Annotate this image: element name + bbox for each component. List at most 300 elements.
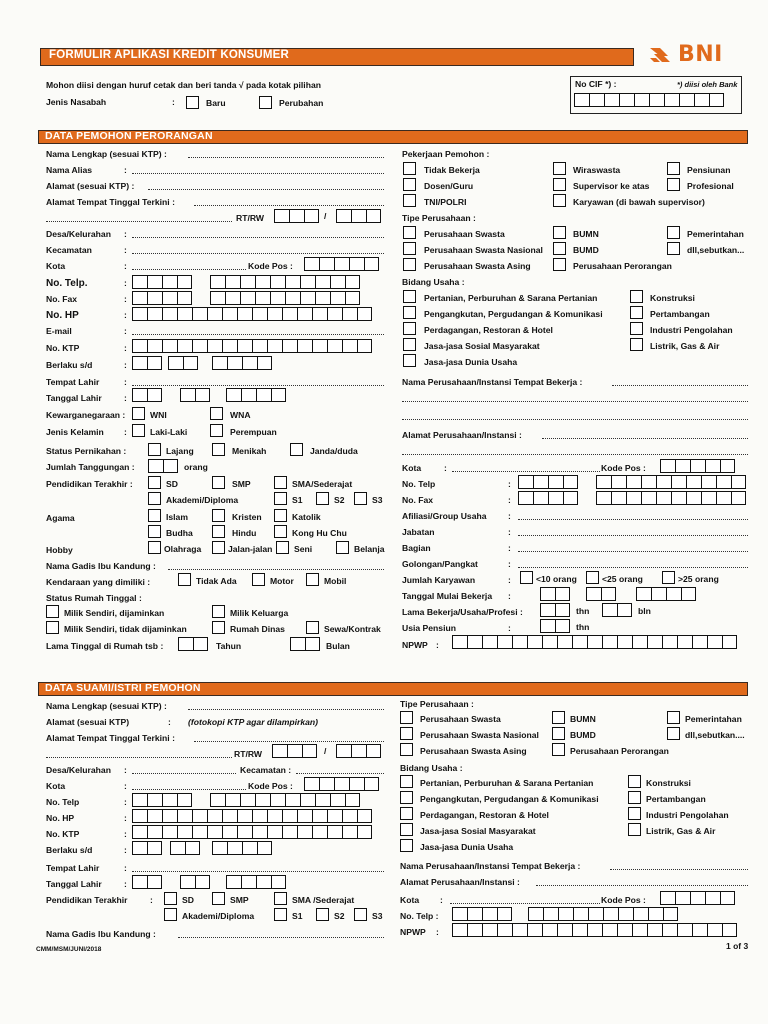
digit-box[interactable] — [357, 307, 372, 321]
ktp-input[interactable] — [132, 339, 372, 353]
karyawan-checkbox[interactable] — [553, 194, 566, 207]
digit-box[interactable] — [634, 93, 649, 107]
s2-alamat-terkini-field-2[interactable] — [46, 749, 232, 758]
digit-box[interactable] — [686, 475, 701, 489]
digit-box[interactable] — [282, 307, 297, 321]
telp-perusahaan-area-input[interactable] — [518, 475, 578, 489]
alamat-perusahaan-field[interactable] — [542, 430, 748, 439]
digit-box[interactable] — [147, 841, 162, 855]
digit-box[interactable] — [617, 635, 632, 649]
digit-box[interactable] — [192, 307, 207, 321]
digit-box[interactable] — [573, 907, 588, 921]
sma-checkbox[interactable] — [274, 476, 287, 489]
s2-pengangkutan-checkbox[interactable] — [400, 791, 413, 804]
digit-box[interactable] — [304, 257, 319, 271]
digit-box[interactable] — [602, 923, 617, 937]
digit-box[interactable] — [527, 923, 542, 937]
digit-box[interactable] — [282, 339, 297, 353]
email-field[interactable] — [132, 326, 384, 335]
lama-tahun-input[interactable] — [178, 637, 208, 651]
digit-box[interactable] — [664, 93, 679, 107]
digit-box[interactable] — [319, 257, 334, 271]
digit-box[interactable] — [327, 339, 342, 353]
digit-box[interactable] — [528, 907, 543, 921]
digit-box[interactable] — [345, 275, 360, 289]
s2-kota-field[interactable] — [132, 781, 246, 790]
digit-box[interactable] — [177, 307, 192, 321]
digit-box[interactable] — [327, 809, 342, 823]
digit-box[interactable] — [132, 339, 147, 353]
digit-box[interactable] — [132, 875, 147, 889]
digit-box[interactable] — [720, 459, 735, 473]
s2-s1-checkbox[interactable] — [274, 908, 287, 921]
digit-box[interactable] — [162, 275, 177, 289]
digit-box[interactable] — [180, 388, 195, 402]
digit-box[interactable] — [212, 841, 227, 855]
s2-kota-perusahaan-field[interactable] — [450, 895, 600, 904]
s2-tgl-lahir-yyyy-input[interactable] — [226, 875, 286, 889]
digit-box[interactable] — [227, 841, 242, 855]
digit-box[interactable] — [162, 291, 177, 305]
digit-box[interactable] — [132, 388, 147, 402]
digit-box[interactable] — [297, 809, 312, 823]
s2-berlaku-yyyy-input[interactable] — [212, 841, 272, 855]
supervisor-checkbox[interactable] — [553, 178, 566, 191]
alamat-terkini-field-2[interactable] — [46, 213, 232, 222]
tgl-lahir-mm-input[interactable] — [180, 388, 210, 402]
digit-box[interactable] — [677, 923, 692, 937]
digit-box[interactable] — [633, 907, 648, 921]
digit-box[interactable] — [132, 841, 147, 855]
s2-alamat-terkini-field[interactable] — [194, 733, 384, 742]
s2-alamat-perusahaan-field[interactable] — [536, 877, 748, 886]
s2-s2-checkbox[interactable] — [316, 908, 329, 921]
digit-box[interactable] — [237, 307, 252, 321]
digit-box[interactable] — [709, 93, 724, 107]
rumah-dinas-checkbox[interactable] — [212, 621, 225, 634]
digit-box[interactable] — [467, 923, 482, 937]
digit-box[interactable] — [722, 923, 737, 937]
telp-area-input[interactable] — [132, 275, 192, 289]
listrik-checkbox[interactable] — [630, 338, 643, 351]
dll-checkbox[interactable] — [667, 242, 680, 255]
digit-box[interactable] — [312, 825, 327, 839]
digit-box[interactable] — [285, 291, 300, 305]
digit-box[interactable] — [267, 825, 282, 839]
digit-box[interactable] — [297, 307, 312, 321]
s2-bumd-checkbox[interactable] — [552, 727, 565, 740]
s2-checkbox[interactable] — [316, 492, 329, 505]
digit-box[interactable] — [604, 93, 619, 107]
digit-box[interactable] — [195, 875, 210, 889]
digit-box[interactable] — [147, 809, 162, 823]
tgl-mulai-dd-input[interactable] — [540, 587, 570, 601]
digit-box[interactable] — [692, 923, 707, 937]
nama-perusahaan-field-3[interactable] — [402, 411, 748, 420]
digit-box[interactable] — [304, 777, 319, 791]
s2-rt-input[interactable] — [272, 744, 317, 758]
digit-box[interactable] — [596, 491, 611, 505]
s2-pertambangan-checkbox[interactable] — [628, 791, 641, 804]
digit-box[interactable] — [207, 307, 222, 321]
digit-box[interactable] — [540, 603, 555, 617]
digit-box[interactable] — [342, 809, 357, 823]
olahraga-checkbox[interactable] — [148, 541, 161, 554]
digit-box[interactable] — [364, 257, 379, 271]
digit-box[interactable] — [663, 907, 678, 921]
perorangan-checkbox[interactable] — [553, 258, 566, 271]
digit-box[interactable] — [168, 356, 183, 370]
s2-berlaku-dd-input[interactable] — [132, 841, 162, 855]
digit-box[interactable] — [482, 635, 497, 649]
digit-box[interactable] — [647, 635, 662, 649]
digit-box[interactable] — [467, 907, 482, 921]
mobil-checkbox[interactable] — [306, 573, 319, 586]
digit-box[interactable] — [731, 475, 746, 489]
golongan-field[interactable] — [518, 559, 748, 568]
digit-box[interactable] — [452, 635, 467, 649]
digit-box[interactable] — [271, 875, 286, 889]
perdagangan-checkbox[interactable] — [403, 322, 416, 335]
digit-box[interactable] — [705, 891, 720, 905]
digit-box[interactable] — [282, 825, 297, 839]
digit-box[interactable] — [692, 635, 707, 649]
digit-box[interactable] — [660, 891, 675, 905]
s2-telp-perusahaan-number-input[interactable] — [528, 907, 678, 921]
tgl-mulai-yyyy-input[interactable] — [636, 587, 696, 601]
digit-box[interactable] — [656, 491, 671, 505]
sewa-checkbox[interactable] — [306, 621, 319, 634]
s2-sosial-checkbox[interactable] — [400, 823, 413, 836]
digit-box[interactable] — [497, 907, 512, 921]
digit-box[interactable] — [327, 825, 342, 839]
digit-box[interactable] — [237, 339, 252, 353]
digit-box[interactable] — [731, 491, 746, 505]
digit-box[interactable] — [222, 809, 237, 823]
digit-box[interactable] — [351, 209, 366, 223]
pertambangan-checkbox[interactable] — [630, 306, 643, 319]
digit-box[interactable] — [648, 907, 663, 921]
digit-box[interactable] — [222, 307, 237, 321]
digit-box[interactable] — [596, 475, 611, 489]
digit-box[interactable] — [305, 637, 320, 651]
fax-perusahaan-number-input[interactable] — [596, 491, 746, 505]
smp-checkbox[interactable] — [212, 476, 225, 489]
digit-box[interactable] — [177, 825, 192, 839]
digit-box[interactable] — [177, 793, 192, 807]
s2-npwp-input[interactable] — [452, 923, 737, 937]
digit-box[interactable] — [297, 825, 312, 839]
digit-box[interactable] — [611, 475, 626, 489]
fax-perusahaan-area-input[interactable] — [518, 491, 578, 505]
digit-box[interactable] — [601, 587, 616, 601]
digit-box[interactable] — [334, 777, 349, 791]
k10-checkbox[interactable] — [520, 571, 533, 584]
digit-box[interactable] — [675, 459, 690, 473]
lama-bekerja-thn-input[interactable] — [540, 603, 570, 617]
s2-industri-checkbox[interactable] — [628, 807, 641, 820]
berlaku-dd-input[interactable] — [132, 356, 162, 370]
digit-box[interactable] — [242, 841, 257, 855]
digit-box[interactable] — [671, 491, 686, 505]
digit-box[interactable] — [304, 209, 319, 223]
digit-box[interactable] — [330, 793, 345, 807]
digit-box[interactable] — [679, 93, 694, 107]
fax-number-input[interactable] — [210, 291, 360, 305]
digit-box[interactable] — [651, 587, 666, 601]
digit-box[interactable] — [588, 907, 603, 921]
s2-ktp-input[interactable] — [132, 825, 372, 839]
digit-box[interactable] — [366, 744, 381, 758]
s1-checkbox[interactable] — [274, 492, 287, 505]
digit-box[interactable] — [512, 635, 527, 649]
digit-box[interactable] — [207, 339, 222, 353]
digit-box[interactable] — [163, 459, 178, 473]
swasta-nasional-checkbox[interactable] — [403, 242, 416, 255]
budha-checkbox[interactable] — [148, 525, 161, 538]
digit-box[interactable] — [618, 907, 633, 921]
digit-box[interactable] — [315, 291, 330, 305]
s2-tempat-lahir-field[interactable] — [132, 863, 384, 872]
pengangkutan-checkbox[interactable] — [403, 306, 416, 319]
digit-box[interactable] — [210, 275, 225, 289]
digit-box[interactable] — [147, 291, 162, 305]
kodepos-perusahaan-input[interactable] — [660, 459, 735, 473]
tempat-lahir-field[interactable] — [132, 377, 384, 386]
bumd-checkbox[interactable] — [553, 242, 566, 255]
digit-box[interactable] — [677, 635, 692, 649]
belanja-checkbox[interactable] — [336, 541, 349, 554]
desa-field[interactable] — [132, 229, 384, 238]
wni-checkbox[interactable] — [132, 407, 145, 420]
g25-checkbox[interactable] — [662, 571, 675, 584]
laki-checkbox[interactable] — [132, 424, 145, 437]
bumn-checkbox[interactable] — [553, 226, 566, 239]
digit-box[interactable] — [690, 891, 705, 905]
jalan-checkbox[interactable] — [212, 541, 225, 554]
digit-box[interactable] — [226, 875, 241, 889]
digit-box[interactable] — [255, 275, 270, 289]
tni-checkbox[interactable] — [403, 194, 416, 207]
s2-kodepos-perusahaan-input[interactable] — [660, 891, 735, 905]
digit-box[interactable] — [267, 307, 282, 321]
rt-input[interactable] — [274, 209, 319, 223]
digit-box[interactable] — [364, 777, 379, 791]
digit-box[interactable] — [611, 491, 626, 505]
digit-box[interactable] — [548, 475, 563, 489]
digit-box[interactable] — [270, 291, 285, 305]
islam-checkbox[interactable] — [148, 509, 161, 522]
milik-sendiri-checkbox[interactable] — [46, 605, 59, 618]
digit-box[interactable] — [641, 475, 656, 489]
digit-box[interactable] — [330, 275, 345, 289]
digit-box[interactable] — [315, 793, 330, 807]
digit-box[interactable] — [686, 491, 701, 505]
digit-box[interactable] — [177, 291, 192, 305]
digit-box[interactable] — [656, 475, 671, 489]
digit-box[interactable] — [271, 388, 286, 402]
digit-box[interactable] — [482, 923, 497, 937]
digit-box[interactable] — [345, 291, 360, 305]
nama-alias-field[interactable] — [132, 165, 384, 174]
s2-tgl-lahir-dd-input[interactable] — [132, 875, 162, 889]
digit-box[interactable] — [602, 635, 617, 649]
perubahan-checkbox[interactable] — [259, 96, 272, 109]
s2-smp-checkbox[interactable] — [212, 892, 225, 905]
s2-perdagangan-checkbox[interactable] — [400, 807, 413, 820]
s2-perorangan-checkbox[interactable] — [552, 743, 565, 756]
digit-box[interactable] — [533, 491, 548, 505]
digit-box[interactable] — [240, 291, 255, 305]
digit-box[interactable] — [319, 777, 334, 791]
digit-box[interactable] — [252, 307, 267, 321]
digit-box[interactable] — [132, 793, 147, 807]
sosial-checkbox[interactable] — [403, 338, 416, 351]
digit-box[interactable] — [632, 923, 647, 937]
digit-box[interactable] — [241, 388, 256, 402]
digit-box[interactable] — [240, 793, 255, 807]
digit-box[interactable] — [587, 635, 602, 649]
digit-box[interactable] — [242, 356, 257, 370]
s2-s3-checkbox[interactable] — [354, 908, 367, 921]
alamat-field[interactable] — [148, 181, 384, 190]
digit-box[interactable] — [345, 793, 360, 807]
s2-telp-area-input[interactable] — [132, 793, 192, 807]
digit-box[interactable] — [707, 923, 722, 937]
digit-box[interactable] — [690, 459, 705, 473]
digit-box[interactable] — [589, 93, 604, 107]
digit-box[interactable] — [195, 388, 210, 402]
s2-berlaku-mm-input[interactable] — [170, 841, 200, 855]
pemerintahan-checkbox[interactable] — [667, 226, 680, 239]
digit-box[interactable] — [716, 475, 731, 489]
digit-box[interactable] — [497, 635, 512, 649]
digit-box[interactable] — [177, 339, 192, 353]
fax-area-input[interactable] — [132, 291, 192, 305]
digit-box[interactable] — [300, 275, 315, 289]
digit-box[interactable] — [222, 339, 237, 353]
digit-box[interactable] — [542, 923, 557, 937]
digit-box[interactable] — [334, 257, 349, 271]
digit-box[interactable] — [302, 744, 317, 758]
motor-checkbox[interactable] — [252, 573, 265, 586]
s2-bumn-checkbox[interactable] — [552, 711, 565, 724]
digit-box[interactable] — [257, 841, 272, 855]
swasta-asing-checkbox[interactable] — [403, 258, 416, 271]
kodepos-input[interactable] — [304, 257, 379, 271]
digit-box[interactable] — [212, 356, 227, 370]
digit-box[interactable] — [555, 619, 570, 633]
digit-box[interactable] — [533, 475, 548, 489]
s2-tgl-lahir-mm-input[interactable] — [180, 875, 210, 889]
alamat-perusahaan-field-2[interactable] — [402, 446, 748, 455]
digit-box[interactable] — [162, 307, 177, 321]
digit-box[interactable] — [147, 275, 162, 289]
digit-box[interactable] — [342, 825, 357, 839]
digit-box[interactable] — [722, 635, 737, 649]
digit-box[interactable] — [274, 209, 289, 223]
s2-sma-checkbox[interactable] — [274, 892, 287, 905]
digit-box[interactable] — [336, 744, 351, 758]
digit-box[interactable] — [256, 875, 271, 889]
digit-box[interactable] — [555, 587, 570, 601]
pertanian-checkbox[interactable] — [403, 290, 416, 303]
digit-box[interactable] — [162, 339, 177, 353]
industri-checkbox[interactable] — [630, 322, 643, 335]
digit-box[interactable] — [267, 809, 282, 823]
digit-box[interactable] — [132, 356, 147, 370]
digit-box[interactable] — [563, 491, 578, 505]
digit-box[interactable] — [649, 93, 664, 107]
digit-box[interactable] — [210, 291, 225, 305]
digit-box[interactable] — [222, 825, 237, 839]
tgl-mulai-mm-input[interactable] — [586, 587, 616, 601]
digit-box[interactable] — [285, 793, 300, 807]
digit-box[interactable] — [671, 475, 686, 489]
k25-checkbox[interactable] — [586, 571, 599, 584]
digit-box[interactable] — [183, 356, 198, 370]
akademi-checkbox[interactable] — [148, 492, 161, 505]
digit-box[interactable] — [312, 307, 327, 321]
digit-box[interactable] — [290, 637, 305, 651]
digit-box[interactable] — [132, 307, 147, 321]
digit-box[interactable] — [632, 635, 647, 649]
digit-box[interactable] — [540, 619, 555, 633]
hp-input[interactable] — [132, 307, 372, 321]
digit-box[interactable] — [289, 209, 304, 223]
nama-lengkap-field[interactable] — [188, 149, 384, 158]
digit-box[interactable] — [226, 388, 241, 402]
digit-box[interactable] — [542, 635, 557, 649]
milik-keluarga-checkbox[interactable] — [212, 605, 225, 618]
digit-box[interactable] — [662, 923, 677, 937]
baru-checkbox[interactable] — [186, 96, 199, 109]
s2-akademi-checkbox[interactable] — [164, 908, 177, 921]
s3-checkbox[interactable] — [354, 492, 367, 505]
digit-box[interactable] — [252, 339, 267, 353]
digit-box[interactable] — [267, 339, 282, 353]
digit-box[interactable] — [572, 635, 587, 649]
digit-box[interactable] — [586, 587, 601, 601]
telp-perusahaan-number-input[interactable] — [596, 475, 746, 489]
digit-box[interactable] — [357, 809, 372, 823]
digit-box[interactable] — [237, 825, 252, 839]
konghucu-checkbox[interactable] — [274, 525, 287, 538]
digit-box[interactable] — [660, 459, 675, 473]
digit-box[interactable] — [705, 459, 720, 473]
telp-number-input[interactable] — [210, 275, 360, 289]
digit-box[interactable] — [147, 339, 162, 353]
digit-box[interactable] — [557, 923, 572, 937]
tanggungan-input[interactable] — [148, 459, 178, 473]
digit-box[interactable] — [681, 587, 696, 601]
digit-box[interactable] — [297, 339, 312, 353]
kota-perusahaan-field[interactable] — [452, 463, 600, 472]
digit-box[interactable] — [641, 491, 656, 505]
s2-hp-input[interactable] — [132, 809, 372, 823]
digit-box[interactable] — [132, 291, 147, 305]
digit-box[interactable] — [587, 923, 602, 937]
digit-box[interactable] — [256, 388, 271, 402]
digit-box[interactable] — [603, 907, 618, 921]
digit-box[interactable] — [207, 825, 222, 839]
milik-tidak-checkbox[interactable] — [46, 621, 59, 634]
digit-box[interactable] — [147, 388, 162, 402]
tgl-lahir-yyyy-input[interactable] — [226, 388, 286, 402]
digit-box[interactable] — [252, 825, 267, 839]
perempuan-checkbox[interactable] — [210, 424, 223, 437]
digit-box[interactable] — [192, 339, 207, 353]
